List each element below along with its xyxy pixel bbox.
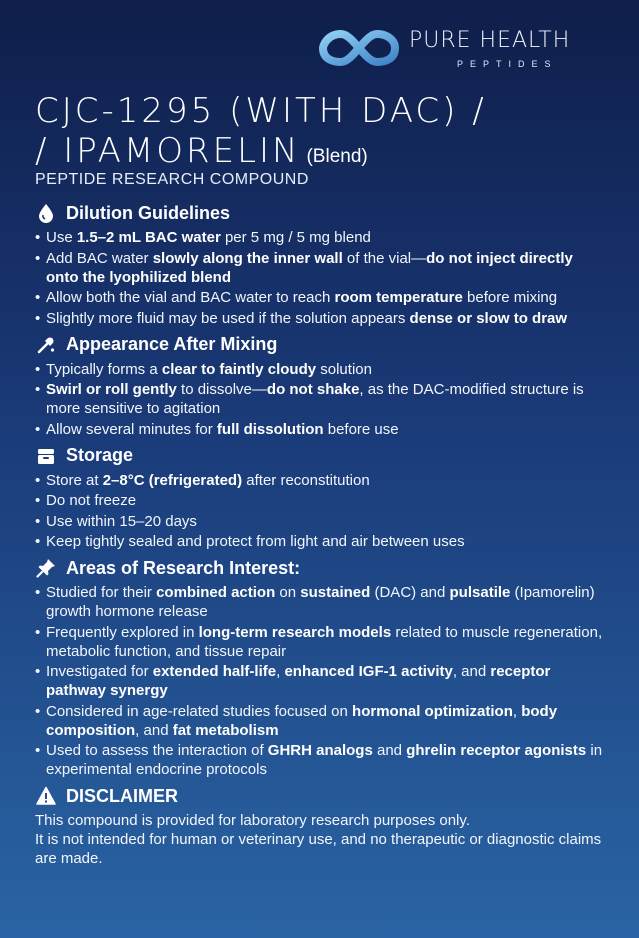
bold-text: long-term research models [198, 623, 392, 641]
text-segment: solution [316, 360, 372, 378]
bold-text: full dissolution [216, 420, 324, 438]
list-item [35, 380, 605, 418]
title-line-1: CJC-1295 (WITH DAC) / [35, 91, 487, 131]
text-segment: Keep tightly sealed and protect from light and air between uses [46, 533, 465, 550]
bold-text: do not inject directly onto the lyophilized blend [46, 249, 573, 286]
bullet-list [35, 228, 605, 328]
list-item [35, 583, 605, 621]
bold-text: combined action [156, 584, 276, 601]
storage-box-icon [35, 445, 57, 467]
pin-icon [35, 557, 57, 579]
section-heading [35, 555, 605, 581]
text-segment: before mixing [462, 289, 558, 306]
pipette-icon [35, 334, 57, 356]
list-item [35, 249, 605, 287]
infinity-logo-icon [319, 24, 399, 72]
text-segment: , [276, 663, 285, 680]
disclaimer-line1: This compound is provided for laboratory research purposes only. [35, 812, 470, 829]
text-segment: of the vial— [342, 249, 427, 267]
text-segment: Allow several minutes for [46, 420, 217, 438]
section-heading-text: Dilution Guidelines [66, 202, 231, 223]
section-heading [35, 443, 605, 469]
text-segment: Use within 15–20 days [46, 512, 197, 530]
list-item [35, 532, 605, 551]
bold-text: dense or slow to draw [409, 309, 568, 327]
bold-text: enhanced IGF-1 activity [284, 663, 453, 680]
bullet-list [35, 583, 605, 779]
list-item [35, 512, 605, 531]
bullet-list [35, 360, 605, 439]
brand-name: PURE HEALTH [409, 28, 571, 53]
text-segment: Add BAC water [46, 249, 153, 267]
text-segment: related to muscle regeneration, metabolic function, and tissue repair [46, 623, 603, 660]
bold-text: do not shake [266, 381, 360, 398]
bold-text: room temperature [334, 289, 463, 306]
bold-text: hormonal optimization [352, 702, 513, 720]
bold-text: Swirl or roll gently [46, 381, 177, 398]
text-segment: Store at [46, 471, 103, 489]
list-item [35, 741, 605, 779]
page-title [35, 91, 605, 177]
text-segment: Used to assess the interaction of [46, 742, 268, 759]
text-segment: and [372, 742, 407, 759]
list-item [35, 360, 605, 379]
list-item [35, 309, 605, 328]
bullet-list [35, 471, 605, 552]
bold-text: slowly along the inner wall [152, 249, 343, 267]
section-heading [35, 200, 605, 226]
text-segment: , as the DAC-modified structure is more sensitive to agitation [46, 381, 584, 417]
section-disclaimer [35, 783, 605, 868]
text-segment: after reconstitution [242, 471, 370, 489]
text-segment: Considered in age-related studies focused on [46, 702, 353, 720]
text-segment: Typically forms a [46, 360, 162, 378]
sections-container [35, 200, 605, 872]
list-item [35, 662, 605, 700]
brand-logo [319, 24, 609, 72]
text-segment: Use [46, 229, 77, 246]
text-segment: Do not freeze [46, 492, 137, 509]
list-item [35, 471, 605, 490]
list-item [35, 702, 605, 740]
bold-text: 2–8°C (refrigerated) [102, 471, 243, 489]
text-segment: in experimental endocrine protocols [46, 742, 603, 778]
text-segment: per 5 mg / 5 mg blend [220, 229, 371, 246]
bold-text: ghrelin receptor agonists [406, 742, 587, 759]
section-dilution-guidelines [35, 200, 605, 328]
bold-text: GHRH analogs [267, 742, 373, 759]
list-item [35, 228, 605, 247]
bold-text: sustained [300, 584, 371, 601]
section-heading [35, 783, 605, 809]
text-segment: before use [323, 420, 399, 438]
bold-text: clear to faintly cloudy [161, 360, 317, 378]
list-item [35, 491, 605, 510]
section-heading-text: Appearance After Mixing [66, 334, 278, 354]
disclaimer-line2: It is not intended for human or veterinary use, and no therapeutic or diagnostic claims are made. [35, 831, 602, 867]
disclaimer-heading: DISCLAIMER [66, 785, 178, 806]
bold-text: fat metabolism [172, 721, 279, 739]
title-suffix: (Blend) [306, 146, 368, 167]
title-line-2-text: / IPAMORELIN [35, 131, 301, 171]
droplet-icon [35, 202, 57, 224]
bold-text: extended half-life [152, 663, 277, 680]
disclaimer-text [35, 811, 605, 868]
text-segment: Slightly more fluid may be used if the solution appears [46, 309, 410, 327]
text-segment: to dissolve— [176, 381, 267, 398]
section-appearance-after-mixing [35, 332, 605, 439]
text-segment: (Ipamorelin) growth hormone release [46, 584, 595, 620]
section-heading [35, 332, 605, 358]
bold-text: 1.5–2 mL BAC water [76, 229, 221, 246]
text-segment: , and [135, 721, 173, 739]
text-segment: Frequently explored in [46, 623, 199, 641]
warning-icon [35, 785, 57, 807]
bold-text: body composition [46, 702, 558, 739]
bold-text: receptor pathway synergy [46, 663, 551, 699]
section-areas-of-research-interest [35, 555, 605, 779]
section-heading-text: Storage [66, 445, 134, 465]
text-segment: on [275, 584, 301, 601]
list-item [35, 420, 605, 439]
bold-text: pulsatile [449, 584, 511, 601]
text-segment: , [512, 702, 522, 720]
list-item [35, 288, 605, 307]
list-item [35, 623, 605, 661]
text-segment: Studied for their [46, 584, 157, 601]
page-subtitle: PEPTIDE RESEARCH COMPOUND [35, 171, 309, 188]
brand-subtitle: PEPTIDES [457, 59, 558, 69]
text-segment: Allow both the vial and BAC water to reach [46, 289, 335, 306]
text-segment: Investigated for [46, 663, 153, 680]
text-segment: (DAC) and [370, 584, 450, 601]
text-segment: , and [452, 663, 491, 680]
section-heading-text: Areas of Research Interest: [66, 557, 301, 578]
section-storage [35, 443, 605, 552]
